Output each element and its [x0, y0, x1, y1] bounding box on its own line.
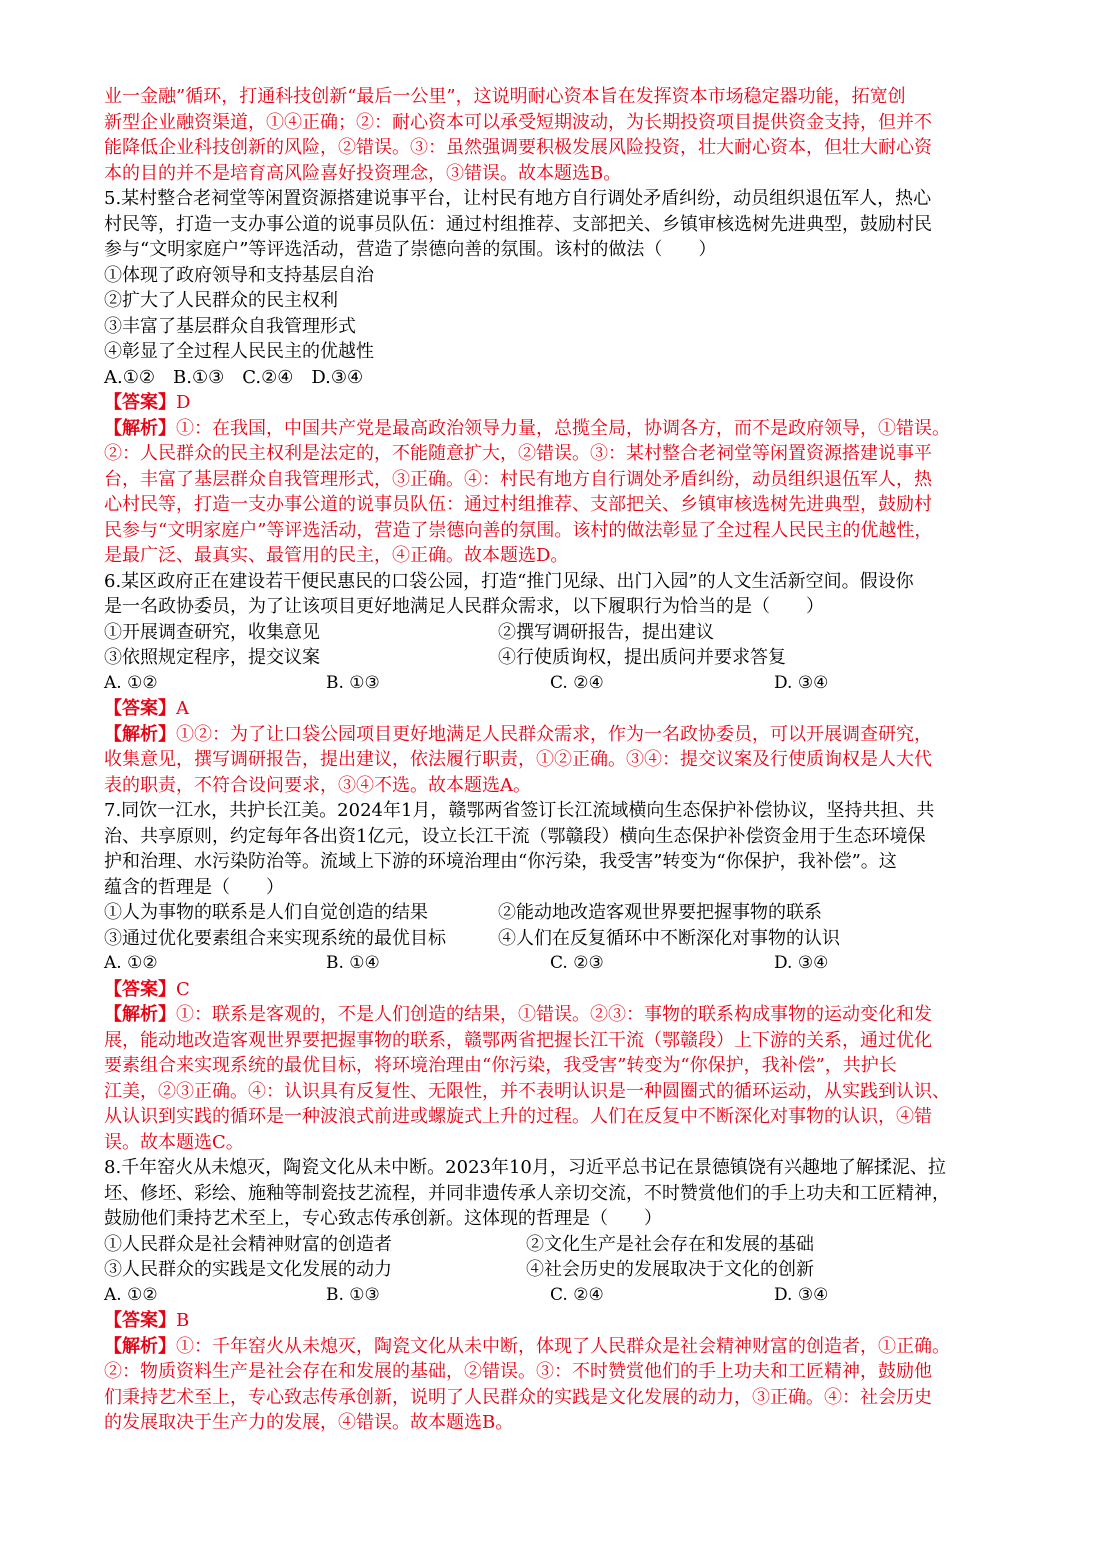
- question-stem: 8.千年窑火从未熄灭，陶瓷文化从未中断。2023年10月，习近平总书记在景德镇饶有兴趣地了解揉泥、拉: [104, 1157, 946, 1178]
- option-item: ①人民群众是社会精神财富的创造者: [104, 1233, 392, 1255]
- question-5: [104, 186, 1002, 569]
- analysis-text: ①：千年窑火从未熄灭，陶瓷文化从未中断，体现了人民群众是社会精神财富的创造者，①正确。: [176, 1335, 950, 1357]
- question-stem: 鼓励他们秉持艺术至上，专心致志传承创新。这体现的哲理是（ ）: [104, 1208, 662, 1229]
- choice-a: A. ①②: [104, 953, 158, 973]
- analysis-line: 能降低企业科技创新的风险，②错误。③：虽然强调要积极发展风险投资，壮大耐心资本，但壮大耐心资: [104, 137, 932, 158]
- question-stem: 蕴含的哲理是（ ）: [104, 876, 284, 898]
- answer-label: 【答案】: [104, 392, 176, 413]
- analysis-line: 是最广泛、最真实、最管用的民主，④正确。故本题选D。: [104, 545, 569, 566]
- question-stem: 村民等，打造一支办事公道的说事员队伍：通过村组推荐、支部把关、乡镇审核选树先进典型，鼓励村民: [104, 213, 932, 235]
- option-row: [104, 1257, 1002, 1283]
- analysis-text: ①：在我国，中国共产党是最高政治领导力量，总揽全局，协调各方，而不是政府领导，①错误。: [176, 417, 950, 439]
- option-row: [104, 620, 1002, 646]
- question-7: [104, 798, 1002, 1155]
- analysis-line: 展，能动地改造客观世界要把握事物的联系，赣鄂两省把握长江干流（鄂赣段）上下游的关系，通过优化: [104, 1029, 932, 1051]
- analysis-line: 本的目的并不是培育高风险喜好投资理念，③错误。故本题选B。: [104, 162, 622, 184]
- analysis-label: 【解析】: [104, 417, 176, 439]
- choice-b: B. ①④: [326, 953, 380, 973]
- analysis-line: 新型企业融资渠道，①④正确；②：耐心资本可以承受短期波动，为长期投资项目提供资金支持，但并不: [104, 111, 932, 133]
- analysis-text: ①：联系是客观的，不是人们创造的结果，①错误。②③：事物的联系构成事物的运动变化和发: [176, 1004, 932, 1025]
- option-item: ③依照规定程序，提交议案: [104, 647, 320, 668]
- option-item: ②能动地改造客观世界要把握事物的联系: [498, 902, 822, 923]
- choice-d: D. ③④: [774, 672, 829, 693]
- choice-c: C. ②③: [550, 953, 604, 973]
- analysis-line: ②：人民群众的民主权利是法定的，不能随意扩大，②错误。③：某村整合老祠堂等闲置资源搭建说事平: [104, 443, 932, 464]
- option-row: [104, 900, 1002, 926]
- option-item: ①开展调查研究，收集意见: [104, 621, 320, 643]
- option-item: ④社会历史的发展取决于文化的创新: [526, 1259, 814, 1280]
- analysis-line: 收集意见，撰写调研报告，提出建议，依法履行职责，①②正确。③④：提交议案及行使质询权是人大代: [104, 749, 932, 770]
- question-stem: 6.某区政府正在建设若干便民惠民的口袋公园，打造“推门见绿、出门入园”的人文生活新空间。假设你: [104, 570, 914, 592]
- analysis-line: ②：物质资料生产是社会存在和发展的基础，②错误。③：不时赞赏他们的手上功夫和工匠精神，鼓励他: [104, 1361, 932, 1382]
- option-item: ③人民群众的实践是文化发展的动力: [104, 1259, 392, 1280]
- answer-label: 【答案】: [104, 1310, 176, 1331]
- question-stem: 坯、修坯、彩绘、施釉等制瓷技艺流程，并同非遗传承人亲切交流，不时赞赏他们的手上功夫和工匠精神，: [104, 1182, 950, 1204]
- analysis-line: 们秉持艺术至上，专心致志传承创新，说明了人民群众的实践是文化发展的动力，③正确。④：社会历史: [104, 1386, 932, 1408]
- answer-line: [104, 696, 1002, 722]
- analysis-line: [104, 1334, 1002, 1360]
- option-item: ②扩大了人民群众的民主权利: [104, 290, 338, 311]
- answer-value: C: [176, 978, 190, 1000]
- question-stem: 5.某村整合老祠堂等闲置资源搭建说事平台，让村民有地方自行调处矛盾纠纷，动员组织退伍军人，热心: [104, 188, 932, 209]
- choice-b: B. ①③: [326, 1284, 380, 1305]
- choice-c: C. ②④: [550, 1284, 604, 1305]
- option-item: ④彰显了全过程人民民主的优越性: [104, 341, 374, 362]
- answer-line: [104, 1308, 1002, 1334]
- analysis-line: 表的职责，不符合设问要求，③④不选。故本题选A。: [104, 774, 531, 796]
- option-item: ③通过优化要素组合来实现系统的最优目标: [104, 927, 446, 949]
- analysis-line: [104, 722, 1002, 748]
- answer-label: 【答案】: [104, 698, 176, 719]
- question-stem: 是一名政协委员，为了让该项目更好地满足人民群众需求，以下履职行为恰当的是（ ）: [104, 596, 824, 617]
- question-stem: 治、共享原则，约定每年各出资1亿元，设立长江干流（鄂赣段）横向生态保护补偿资金用于生态环境保: [104, 825, 926, 847]
- option-item: ②撰写调研报告，提出建议: [498, 621, 714, 643]
- option-item: ③丰富了基层群众自我管理形式: [104, 315, 356, 337]
- analysis-line: 误。故本题选C。: [104, 1131, 244, 1153]
- choices-row: [104, 951, 1002, 977]
- analysis-line: [104, 416, 1002, 442]
- analysis-line: [104, 1002, 1002, 1028]
- analysis-label: 【解析】: [104, 1004, 176, 1025]
- analysis-line: 台，丰富了基层群众自我管理形式，③正确。④：村民有地方自行调处矛盾纠纷，动员组织退伍军人，热: [104, 468, 932, 490]
- question-stem: 护和治理、水污染防治等。流域上下游的环境治理由“你污染，我受害”转变为“你保护，我补偿”。这: [104, 851, 897, 872]
- analysis-text: ①②：为了让口袋公园项目更好地满足人民群众需求，作为一名政协委员，可以开展调查研究，: [176, 723, 932, 745]
- analysis-line: 业一金融”循环，打通科技创新“最后一公里”，这说明耐心资本旨在发挥资本市场稳定器功能，拓宽创: [104, 86, 906, 107]
- question-8: [104, 1155, 1002, 1436]
- choice-b: B. ①③: [326, 672, 380, 693]
- analysis-line: 心村民等，打造一支办事公道的说事员队伍：通过村组推荐、支部把关、乡镇审核选树先进典型，鼓励村: [104, 494, 932, 515]
- option-item: ④人们在反复循环中不断深化对事物的认识: [498, 927, 840, 949]
- choice-d: D. ③④: [774, 953, 829, 973]
- option-item: ④行使质询权，提出质问并要求答复: [498, 647, 786, 668]
- analysis-line: 的发展取决于生产力的发展，④错误。故本题选B。: [104, 1412, 514, 1433]
- question-stem: 7.同饮一江水，共护长江美。2024年1月，赣鄂两省签订长江流域横向生态保护补偿协议，坚持共担、共: [104, 800, 935, 821]
- answer-value: D: [176, 392, 191, 413]
- question-stem: 参与“文明家庭户”等评选活动，营造了崇德向善的氛围。该村的做法（ ）: [104, 239, 717, 260]
- analysis-line: 从认识到实践的循环是一种波浪式前进或螺旋式上升的过程。人们在反复中不断深化对事物的认识，④错: [104, 1106, 932, 1127]
- answer-value: A: [176, 698, 189, 719]
- answer-label: 【答案】: [104, 978, 176, 1000]
- choices-row: [104, 1283, 1002, 1309]
- choice-c: C. ②④: [550, 672, 604, 693]
- option-item: ①人为事物的联系是人们自觉创造的结果: [104, 902, 428, 923]
- analysis-label: 【解析】: [104, 723, 176, 745]
- answer-line: [104, 977, 1002, 1003]
- choices-line: A.①② B.①③ C.②④ D.③④: [104, 366, 364, 388]
- option-item: ②文化生产是社会存在和发展的基础: [526, 1233, 814, 1255]
- option-row: [104, 1232, 1002, 1258]
- choice-a: A. ①②: [104, 672, 158, 693]
- answer-value: B: [176, 1310, 190, 1331]
- analysis-line: 江美，②③正确。④：认识具有反复性、无限性，并不表明认识是一种圆圈式的循环运动，从实践到认识、: [104, 1080, 950, 1102]
- answer-line: [104, 390, 1002, 416]
- question-6: [104, 569, 1002, 799]
- option-row: [104, 645, 1002, 671]
- previous-analysis: [104, 84, 1002, 186]
- analysis-line: 民参与“文明家庭户”等评选活动，营造了崇德向善的氛围。该村的做法彰显了全过程人民民主的优越性，: [104, 519, 933, 541]
- analysis-line: 要素组合来实现系统的最优目标，将环境治理由“你污染，我受害”转变为“你保护，我补偿”，共护长: [104, 1055, 897, 1076]
- analysis-label: 【解析】: [104, 1335, 176, 1357]
- option-item: ①体现了政府领导和支持基层自治: [104, 264, 374, 286]
- choice-d: D. ③④: [774, 1284, 829, 1305]
- choices-row: [104, 671, 1002, 697]
- choice-a: A. ①②: [104, 1284, 158, 1305]
- option-row: [104, 926, 1002, 952]
